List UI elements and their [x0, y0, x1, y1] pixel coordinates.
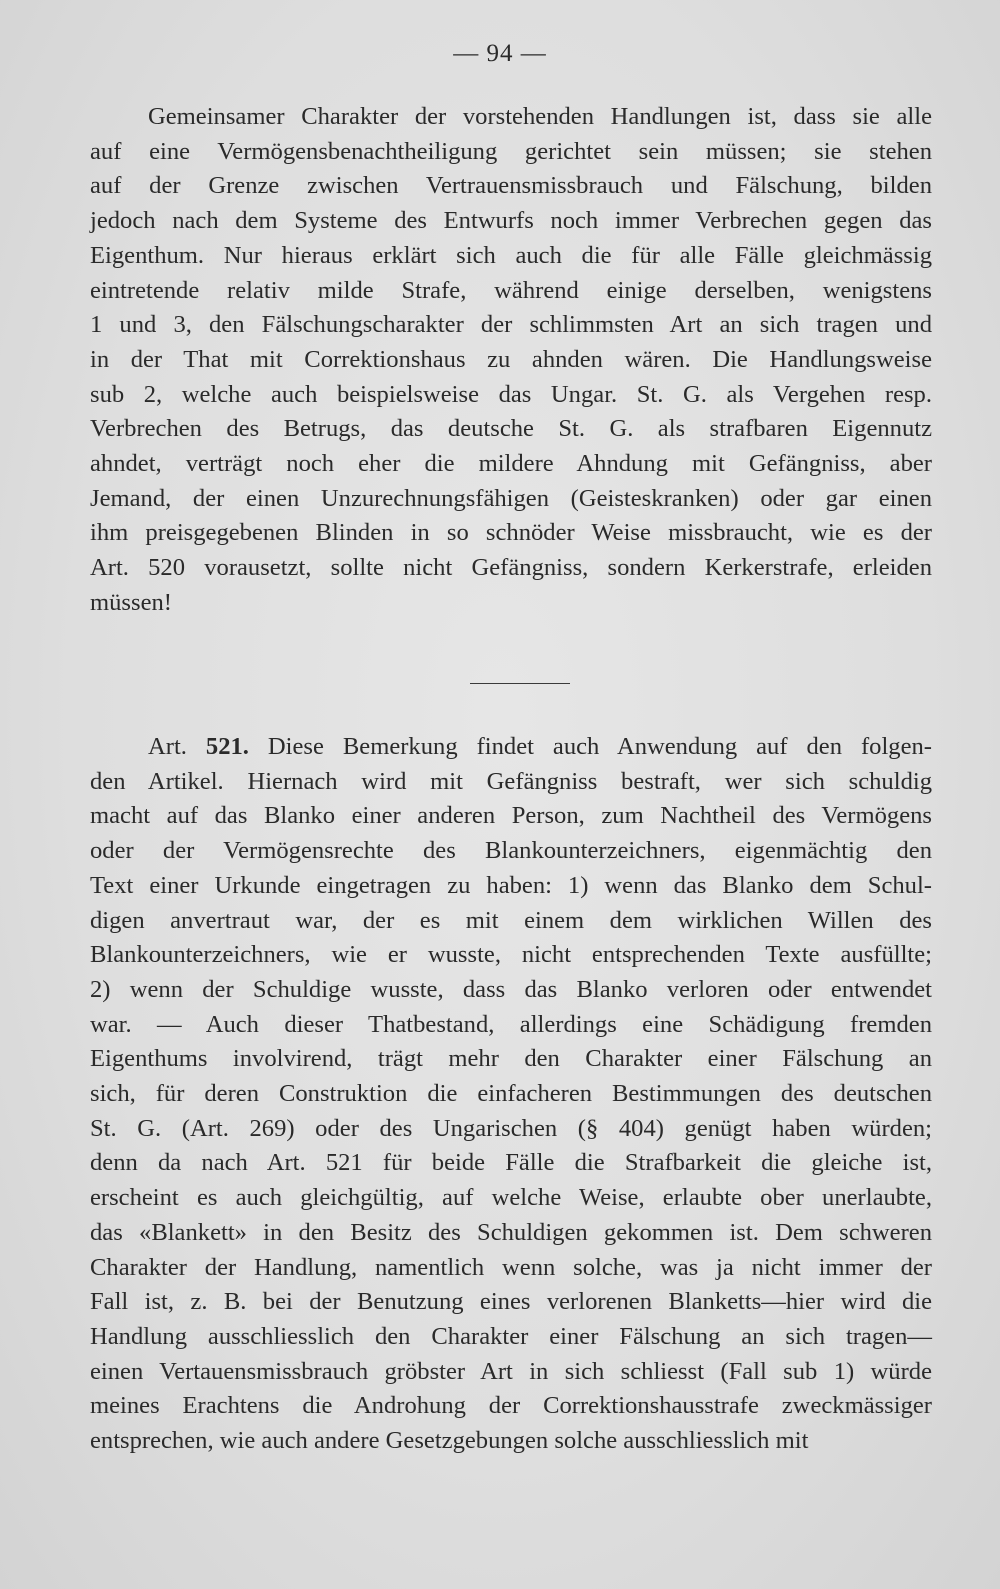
text-line: Eigenthum. Nur hieraus erklärt sich auch die für alle Fälle gleichmässig	[90, 241, 932, 269]
text-line: digen anvertraut war, der es mit einem dem wirklichen Willen des	[90, 906, 932, 934]
article-number: 521.	[205, 733, 249, 760]
text-line: den Artikel. Hiernach wird mit Gefängniss bestraft, wer sich schuldig	[90, 767, 932, 795]
text-line: sub 2, welche auch beispielsweise das Ungar. St. G. als Vergehen resp.	[90, 380, 932, 408]
text-line: in der That mit Correktionshaus zu ahnden wären. Die Handlungsweise	[90, 345, 932, 373]
text-line: Eigenthums involvirend, trägt mehr den Charakter einer Fälschung an	[90, 1045, 932, 1073]
text-line: Handlung ausschliesslich den Charakter einer Fälschung an sich tragen—	[90, 1322, 932, 1350]
text-line: Blankounterzeichners, wie er wusste, nicht entsprechenden Texte ausfüllte;	[90, 941, 932, 969]
text-line: meines Erachtens die Androhung der Correktionshausstrafe zweckmässiger	[90, 1392, 932, 1420]
text-line: war. — Auch dieser Thatbestand, allerdings eine Schädigung fremden	[90, 1010, 932, 1038]
text-line: denn da nach Art. 521 für beide Fälle die Strafbarkeit die gleiche ist,	[90, 1149, 932, 1177]
text-line: Charakter der Handlung, namentlich wenn solche, was ja nicht immer der	[90, 1253, 932, 1281]
text-line: auf eine Vermögensbenachtheiligung gerichtet sein müssen; sie stehen	[90, 137, 932, 165]
text-line: Text einer Urkunde eingetragen zu haben: 1) wenn das Blanko dem Schul-	[90, 871, 932, 899]
section-divider	[470, 683, 570, 684]
page-number: — 94 —	[453, 40, 547, 67]
text-line: Art. 520 vorausetzt, sollte nicht Gefängniss, sondern Kerkerstrafe, erleiden	[90, 554, 932, 582]
article-first-line-text: Diese Bemerkung findet auch Anwendung auf den folgen-	[267, 733, 932, 760]
text-line: einen Vertauensmissbrauch gröbster Art in sich schliesst (Fall sub 1) würde	[90, 1357, 932, 1385]
text-line: oder der Vermögensrechte des Blankounterzeichners, eigenmächtig den	[90, 837, 932, 865]
text-line: eintretende relativ milde Strafe, während einige derselben, wenigstens	[90, 276, 932, 304]
text-line: Gemeinsamer Charakter der vorstehenden Handlungen ist, dass sie alle	[148, 103, 932, 130]
text-line: Verbrechen des Betrugs, das deutsche St. G. als strafbaren Eigennutz	[90, 415, 932, 443]
paragraph-2	[90, 730, 932, 1459]
article-first-line	[90, 730, 932, 765]
text-line: Jemand, der einen Unzurechnungsfähigen (Geisteskranken) oder gar einen	[90, 484, 932, 512]
text-line: das «Blankett» in den Besitz des Schuldigen gekommen ist. Dem schweren	[90, 1218, 932, 1246]
text-line: Fall ist, z. B. bei der Benutzung eines verlorenen Blanketts—hier wird die	[90, 1288, 932, 1316]
text-line: erscheint es auch gleichgültig, auf welche Weise, erlaubte ober unerlaubte,	[90, 1184, 932, 1212]
text-line: sich, für deren Construktion die einfacheren Bestimmungen des deutschen	[90, 1080, 932, 1108]
text-line: macht auf das Blanko einer anderen Person, zum Nachtheil des Vermögens	[90, 802, 932, 830]
text-line: 1 und 3, den Fälschungscharakter der schlimmsten Art an sich tragen und	[90, 311, 932, 339]
text-line: 2) wenn der Schuldige wusste, dass das Blanko verloren oder entwendet	[90, 975, 932, 1003]
paragraph-1	[90, 100, 932, 621]
text-line: auf der Grenze zwischen Vertrauensmissbrauch und Fälschung, bilden	[90, 172, 932, 200]
text-line: entsprechen, wie auch andere Gesetzgebungen solche ausschliesslich mit	[90, 1427, 809, 1455]
text-line: ahndet, verträgt noch eher die mildere Ahndung mit Gefängniss, aber	[90, 450, 932, 478]
article-prefix: Art.	[148, 733, 187, 760]
text-line: jedoch nach dem Systeme des Entwurfs noch immer Verbrechen gegen das	[90, 207, 932, 235]
text-line: müssen!	[90, 588, 172, 616]
text-line: St. G. (Art. 269) oder des Ungarischen (§ 404) genügt haben würden;	[90, 1114, 932, 1142]
text-line: ihm preisgegebenen Blinden in so schnöder Weise missbraucht, wie es der	[90, 519, 932, 547]
